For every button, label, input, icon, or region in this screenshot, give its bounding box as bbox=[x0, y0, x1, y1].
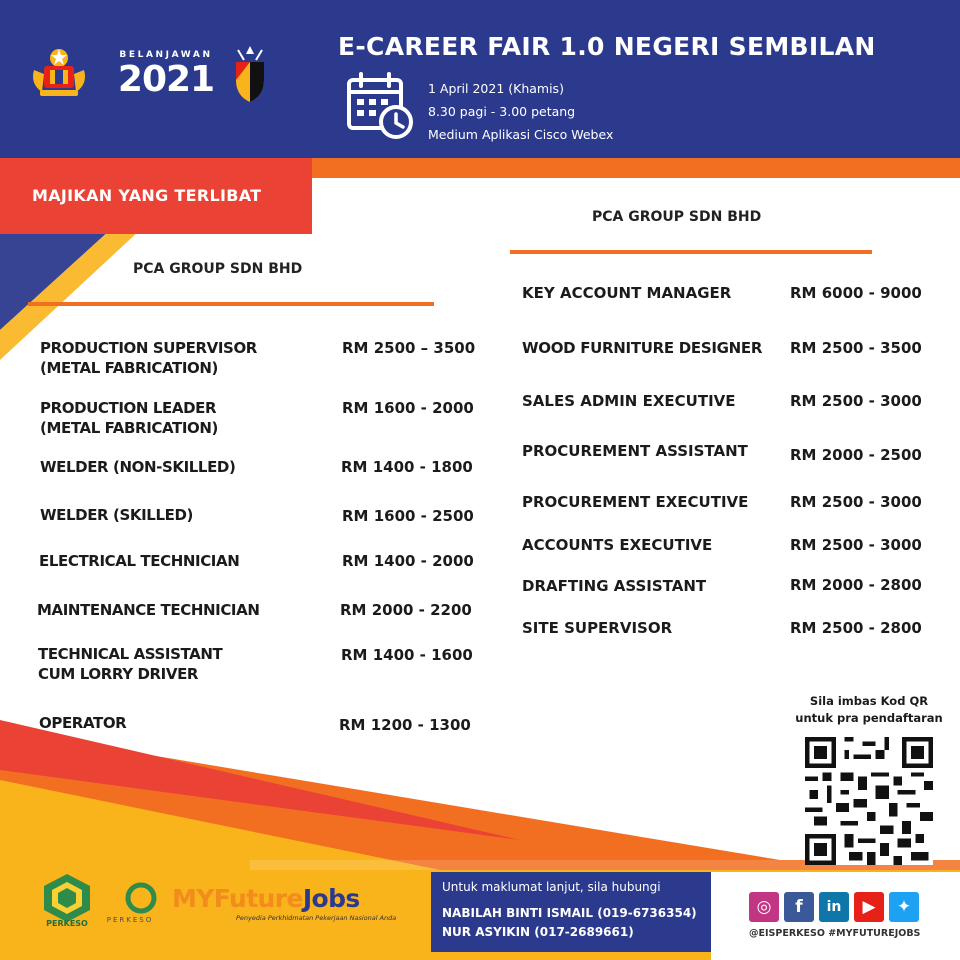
left-job-salary: RM 1600 - 2500 bbox=[342, 507, 474, 525]
budget-logo bbox=[110, 50, 222, 100]
right-job-salary: RM 6000 - 9000 bbox=[790, 284, 922, 302]
event-time: 8.30 pagi - 3.00 petang bbox=[428, 104, 576, 119]
right-job-salary: RM 2500 - 3000 bbox=[790, 392, 922, 410]
instagram-icon[interactable]: ◎ bbox=[749, 892, 779, 922]
qr-code-icon[interactable] bbox=[805, 737, 933, 865]
right-job-title: WOOD FURNITURE DESIGNER bbox=[522, 339, 763, 357]
linkedin-icon[interactable]: in bbox=[819, 892, 849, 922]
left-job-title: TECHNICAL ASSISTANT CUM LORRY DRIVER bbox=[38, 645, 223, 683]
anniversary-label: PERKESO bbox=[106, 916, 154, 924]
footer-logos bbox=[40, 872, 420, 932]
event-medium: Medium Aplikasi Cisco Webex bbox=[428, 127, 614, 142]
right-job-salary: RM 2500 - 3000 bbox=[790, 493, 922, 511]
right-company-rule bbox=[510, 250, 872, 254]
youtube-icon[interactable]: ▶ bbox=[854, 892, 884, 922]
right-job-title: KEY ACCOUNT MANAGER bbox=[522, 284, 732, 302]
right-job-title: PROCUREMENT EXECUTIVE bbox=[522, 493, 749, 511]
event-details bbox=[428, 77, 613, 146]
coat-of-arms-icon bbox=[28, 44, 90, 102]
perkeso-label: PERKESO bbox=[46, 919, 88, 928]
social-handle: @EISPERKESO #MYFUTUREJOBS bbox=[749, 928, 921, 939]
myfuturejobs-logo: MYFutureJobs bbox=[172, 884, 360, 913]
event-date: 1 April 2021 (Khamis) bbox=[428, 81, 564, 96]
left-job-title: WELDER (SKILLED) bbox=[40, 506, 193, 524]
event-title: E-CAREER FAIR 1.0 NEGERI SEMBILAN bbox=[338, 32, 876, 61]
left-job-salary: RM 1400 - 1800 bbox=[341, 458, 473, 476]
social-box bbox=[711, 872, 960, 960]
contact-box bbox=[431, 872, 711, 952]
calendar-clock-icon bbox=[345, 72, 415, 140]
right-job-title: PROCUREMENT ASSISTANT bbox=[522, 442, 748, 460]
contact-person-2: NUR ASYIKIN (017-2689661) bbox=[442, 925, 634, 939]
left-job-salary: RM 2500 – 3500 bbox=[342, 339, 476, 357]
left-job-title: PRODUCTION SUPERVISOR (METAL FABRICATION) bbox=[40, 339, 257, 377]
social-icons bbox=[749, 892, 919, 922]
myfuturejobs-tagline: Penyedia Perkhidmatan Pekerjaan Nasional Anda bbox=[236, 914, 397, 922]
right-job-title: SALES ADMIN EXECUTIVE bbox=[522, 392, 736, 410]
budget-year: 2021 bbox=[117, 59, 215, 100]
left-job-title: OPERATOR bbox=[39, 714, 127, 732]
left-job-salary: RM 1200 - 1300 bbox=[339, 716, 471, 734]
twitter-icon[interactable]: ✦ bbox=[889, 892, 919, 922]
left-job-salary: RM 1400 - 1600 bbox=[341, 646, 473, 664]
right-job-salary: RM 2000 - 2800 bbox=[790, 576, 922, 594]
left-job-salary: RM 1400 - 2000 bbox=[342, 552, 474, 570]
right-company-name: PCA GROUP SDN BHD bbox=[592, 209, 762, 225]
left-company-rule bbox=[28, 302, 434, 306]
right-job-salary: RM 2500 - 3000 bbox=[790, 536, 922, 554]
facebook-icon[interactable]: f bbox=[784, 892, 814, 922]
right-job-title: DRAFTING ASSISTANT bbox=[522, 577, 707, 595]
left-job-salary: RM 1600 - 2000 bbox=[342, 399, 474, 417]
right-job-salary: RM 2000 - 2500 bbox=[790, 446, 922, 464]
right-job-salary: RM 2500 - 3500 bbox=[790, 339, 922, 357]
right-job-salary: RM 2500 - 2800 bbox=[790, 619, 922, 637]
svg-text:5: 5 bbox=[102, 880, 128, 921]
left-job-salary: RM 2000 - 2200 bbox=[340, 601, 472, 619]
contact-person-1: NABILAH BINTI ISMAIL (019-6736354) bbox=[442, 906, 697, 920]
left-job-title: ELECTRICAL TECHNICIAN bbox=[39, 552, 240, 570]
left-job-title: WELDER (NON-SKILLED) bbox=[40, 458, 236, 476]
qr-caption: Sila imbas Kod QR untuk pra pendaftaran bbox=[795, 694, 943, 725]
left-job-title: MAINTENANCE TECHNICIAN bbox=[37, 601, 260, 619]
right-job-title: ACCOUNTS EXECUTIVE bbox=[522, 536, 713, 554]
right-job-title: SITE SUPERVISOR bbox=[522, 619, 673, 637]
left-company-name: PCA GROUP SDN BHD bbox=[133, 261, 303, 277]
contact-heading: Untuk maklumat lanjut, sila hubungi bbox=[442, 880, 661, 894]
header-banner bbox=[0, 0, 960, 150]
state-crest-icon bbox=[230, 46, 270, 104]
section-label: MAJIKAN YANG TERLIBAT bbox=[0, 158, 312, 234]
budget-label: BELANJAWAN bbox=[119, 50, 213, 60]
left-job-title: PRODUCTION LEADER (METAL FABRICATION) bbox=[40, 399, 219, 437]
